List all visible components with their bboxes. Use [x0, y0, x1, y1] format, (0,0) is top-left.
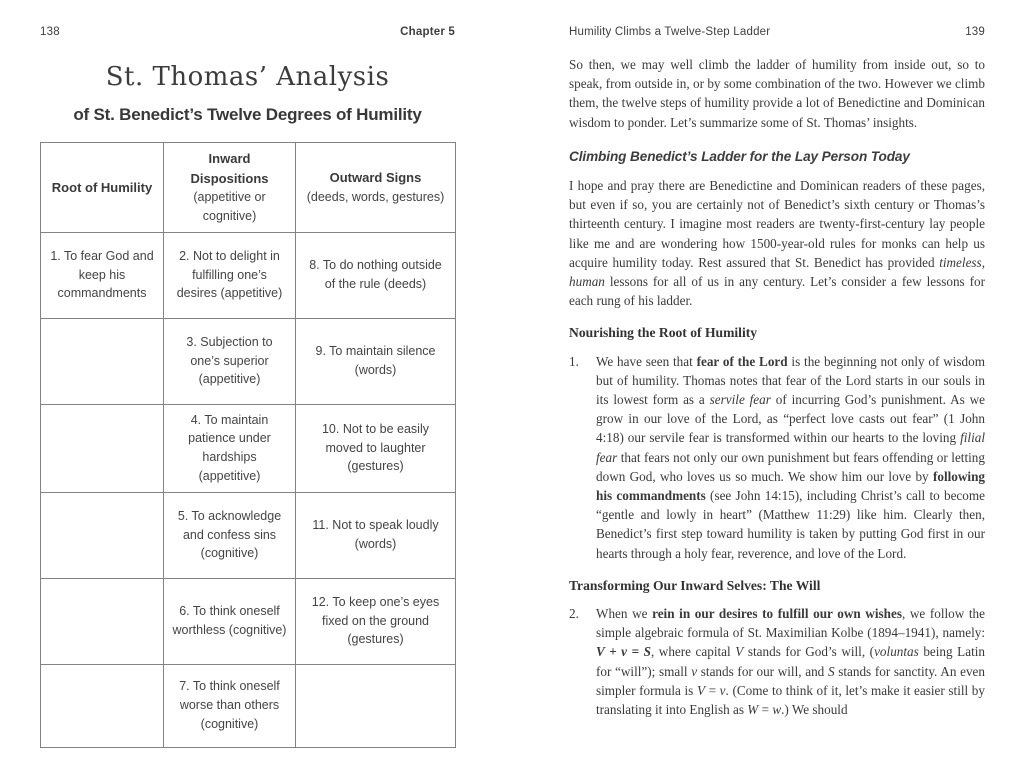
table-row [41, 492, 456, 578]
text-segment: v [691, 663, 698, 679]
text-segment: v [719, 682, 726, 698]
running-head-left: Chapter 5 [400, 26, 455, 38]
text-segment: . (Come to think of it, let’s make it easier still by translating it into English as [596, 682, 985, 718]
text-segment: rein in our desires to fulfill our own wishes [652, 606, 902, 622]
table-cell: 3. Subjection to one’s superior (appetitive) [164, 318, 296, 404]
table-title: St. Thomas’ Analysis [105, 62, 390, 92]
paragraph [569, 55, 985, 132]
table-cell [41, 492, 164, 578]
table-cell: 8. To do nothing outside of the rule (deeds) [296, 232, 456, 318]
table-header [41, 143, 456, 233]
table-row [41, 578, 456, 664]
text-segment: w [772, 702, 782, 718]
table-cell [41, 318, 164, 404]
section-heading-bold: Nourishing the Root of Humility [569, 325, 758, 341]
section-heading-bold: Transforming Our Inward Selves: The Will [569, 577, 821, 593]
list-item-text [596, 352, 985, 563]
table-header-subtitle: (appetitive or cognitive) [193, 190, 266, 223]
table-cell: 6. To think oneself worthless (cognitive) [164, 578, 296, 664]
table-cell: 4. To maintain patience under hardships (appetitive) [164, 404, 296, 492]
text-segment: V [696, 682, 705, 698]
right-page [512, 0, 1024, 768]
text-segment: , where capital [650, 644, 736, 660]
text-segment: So then, we may well climb the ladder of humility from inside out, so to speak, from outside in, or by some combination of the two. However we climb them, the twelve steps of humility provide a lot of Benedictine and Dominican wisdom to ponder. Let’s summarize some of St. Thomas’ insights. [569, 57, 985, 130]
table-cell: 1. To fear God and keep his commandments [41, 232, 164, 318]
paragraph [569, 176, 985, 310]
text-segment: timeless, human [569, 254, 985, 290]
table-cell: 11. Not to speak loudly (words) [296, 492, 456, 578]
text-segment: is the beginning not only of wisdom but of humility. Thomas notes that fear of the Lord starts in our souls in its lowest form as a [596, 353, 985, 408]
text-segment: fear of the Lord [696, 353, 788, 369]
text-segment: following his commandments [596, 468, 985, 504]
table-row [41, 404, 456, 492]
table-header-title: Root of Humility [51, 179, 153, 195]
text-segment: V + v = S [596, 644, 651, 660]
table-cell: 2. Not to delight in fulfilling one’s desires (appetitive) [164, 232, 296, 318]
section-heading-italic: Climbing Benedict’s Ladder for the Lay Person Today [569, 148, 910, 164]
page-number-left: 138 [40, 26, 60, 38]
text-segment: stands for God’s will, ( [743, 644, 875, 660]
list-item-number: 2. [569, 606, 579, 622]
text-segment: that fears not only our own punishment but fears offending or letting down God, who loves us so much. We show him our love by [596, 449, 985, 484]
table-cell: 12. To keep one’s eyes fixed on the ground (gestures) [296, 578, 456, 664]
table-cell: 5. To acknowledge and confess sins (cognitive) [164, 492, 296, 578]
left-running-head-row [40, 26, 455, 38]
table-cell [41, 578, 164, 664]
text-segment: servile fear [709, 392, 771, 408]
table-row [41, 664, 456, 747]
table-header-subtitle: (deeds, words, gestures) [306, 189, 445, 204]
text-segment: stands for sanctity. An even simpler formula is [596, 663, 985, 698]
text-segment: , we follow the simple algebraic formula of St. Maximilian Kolbe (1894–1941), namely: [596, 606, 985, 641]
table-subtitle: of St. Benedict’s Twelve Degrees of Humility [73, 105, 422, 124]
text-segment: I hope and pray there are Benedictine and Dominican readers of these pages, but even if so, you are certainly not of Benedict’s sixth century or Thomas’s thirteenth century. I imagine most readers are twenty-first-century lay people like me and are wondering how 1500-year-old rules for monks can help us acquire humility today. Rest assured that St. Benedict has provided [569, 178, 985, 270]
list-item-number: 1. [569, 353, 579, 369]
right-running-head-row [569, 26, 985, 38]
text-segment: S [827, 663, 835, 679]
text-segment: stands for our will, and [697, 663, 828, 679]
list-item-text [596, 604, 985, 719]
table-cell [296, 664, 456, 747]
text-segment: We have seen that [596, 353, 697, 369]
table-cell: 10. Not to be easily moved to laughter (gestures) [296, 404, 456, 492]
table-cell [41, 404, 164, 492]
table-cell: 7. To think oneself worse than others (cognitive) [164, 664, 296, 747]
table-row [41, 318, 456, 404]
table-header-cell [296, 143, 456, 233]
humility-degrees-table [40, 142, 456, 748]
text-segment: lessons for all of us in any century. Let’s consider a few lessons for each rung of his ladder. [569, 274, 985, 309]
text-segment: = [758, 702, 773, 718]
text-segment: V [735, 644, 744, 660]
text-segment: .) We should [781, 702, 848, 718]
table-row [41, 232, 456, 318]
table-header-title: Inward Dispositions [190, 151, 269, 186]
table-header-row [41, 143, 456, 233]
body-content [569, 55, 985, 719]
table-header-cell [164, 143, 296, 233]
table-header-title: Outward Signs [329, 170, 422, 186]
text-segment: = [705, 682, 720, 698]
page-number-right: 139 [965, 26, 985, 38]
text-segment: (see John 14:15), including Christ’s call to become “gentle and lowly in heart” (Matthew 11:29) like him. Clearly then, Benedict’s first step toward humility is taken by putting God first in our hearts through a holy fear, reverence, and love of the Lord. [596, 488, 985, 561]
table-cell [41, 664, 164, 747]
numbered-list-item [569, 352, 985, 563]
table-body [41, 232, 456, 747]
numbered-list-item [569, 604, 985, 719]
text-segment: voluntas [874, 644, 919, 660]
running-head-right: Humility Climbs a Twelve-Step Ladder [569, 26, 771, 38]
table-header-cell [41, 143, 164, 233]
text-segment: being Latin for “will”); small [596, 644, 985, 679]
text-segment: When we [596, 606, 653, 622]
text-segment: of incurring God’s punishment. As we grow in our love of the Lord, as “perfect love casts out fear” (1 John 4:18) our servile fear is transformed within our hearts to the loving [596, 392, 985, 446]
text-segment: filial fear [596, 430, 985, 465]
table-cell: 9. To maintain silence (words) [296, 318, 456, 404]
text-segment: W [747, 702, 759, 718]
